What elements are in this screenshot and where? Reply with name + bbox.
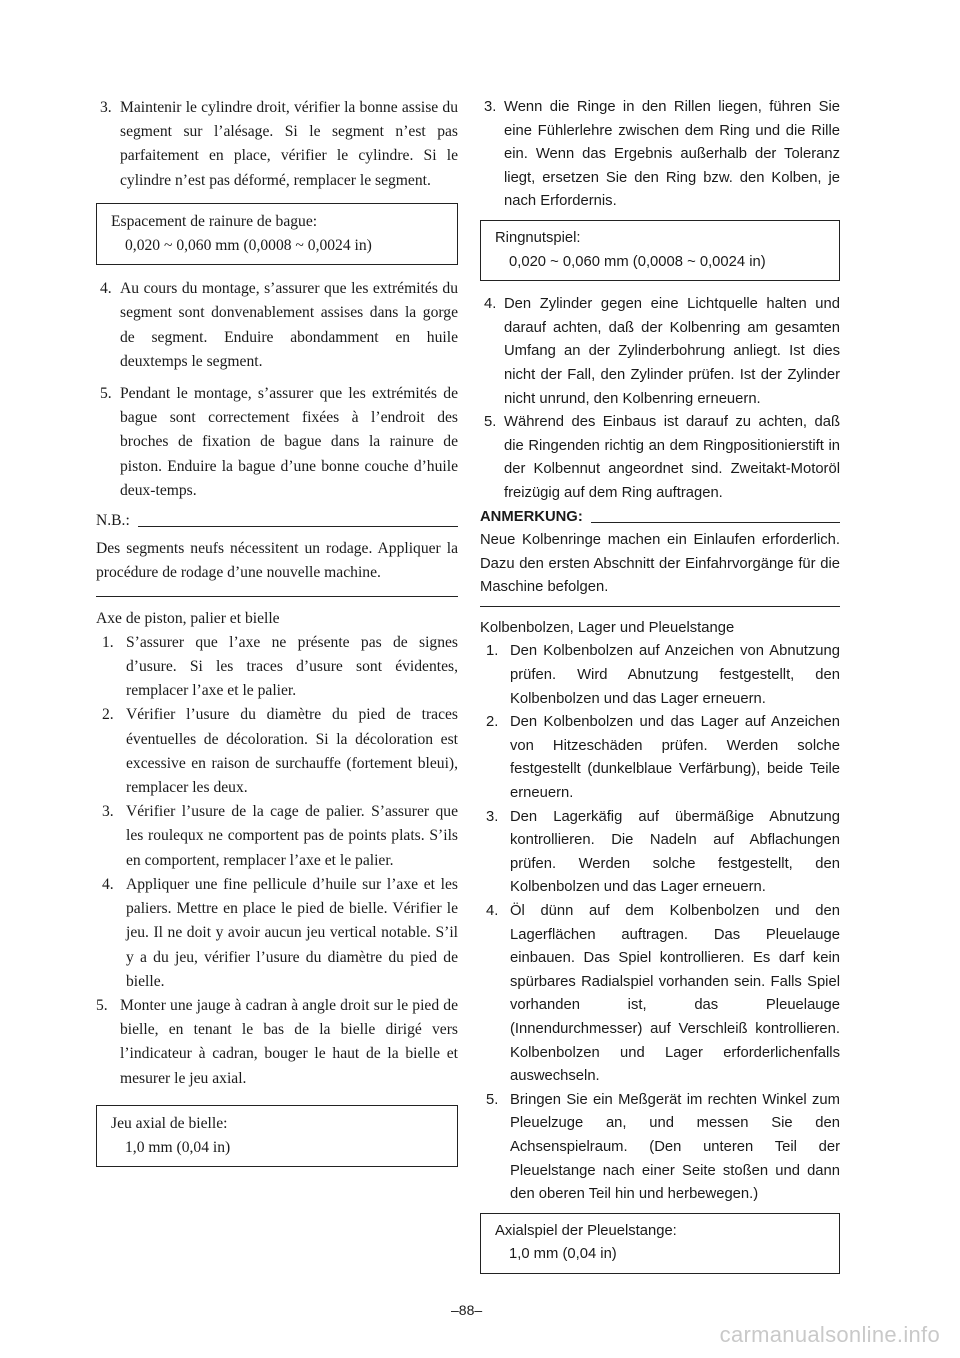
de-list-item-number: 2. xyxy=(486,714,499,731)
de-spec-axial-play-value: 1,0 mm (0,04 in) xyxy=(509,1246,617,1263)
de-list-item-text: Den Kolbenbolzen und das Lager auf Anzeichen von Hitzeschäden prüfen. Werden solche festgestellt (dunkelblaue Verfärbung), beide Teile erneuern. xyxy=(510,714,840,802)
fr-step-4-number: 4. xyxy=(100,280,112,298)
fr-spec-ring-groove xyxy=(96,203,458,265)
de-list-item-text: Den Lagerkäfig auf übermäßige Abnutzung kontrollieren. Die Nadeln auf Abflachungen prüfen. Werden solche festgestellt, den Kolbenbolzen und das Lager erneuern. xyxy=(510,808,840,896)
fr-list-item xyxy=(96,800,458,873)
fr-list-item-text: S’assurer que l’axe ne présente pas de signes d’usure. Si les traces d’usure sont évidentes, remplacer l’axe et le palier. xyxy=(126,633,458,700)
de-list-item xyxy=(480,711,840,805)
de-spec-ring-groove xyxy=(480,220,840,281)
de-section-title: Kolbenbolzen, Lager und Pleuelstange xyxy=(480,619,735,636)
fr-piston-pin-list xyxy=(96,631,458,1091)
fr-spec-ring-groove-value: 0,020 ~ 0,060 mm (0,0008 ~ 0,0024 in) xyxy=(125,237,372,255)
fr-list-item xyxy=(96,873,458,994)
de-spec-axial-play-label: Axialspiel der Pleuelstange: xyxy=(495,1222,677,1239)
de-note-text: Neue Kolbenringe machen ein Einlaufen erforderlich. Dazu den ersten Abschnitt der Einfahrvorgänge für die Maschine befolgen. xyxy=(480,532,840,596)
de-list-item-text: Den Kolbenbolzen auf Anzeichen von Abnutzung prüfen. Wird Abnutzung festgestellt, den Kolbenbolzen und das Lager erneuern. xyxy=(510,643,840,707)
de-spec-ring-groove-value: 0,020 ~ 0,060 mm (0,0008 ~ 0,0024 in) xyxy=(509,253,766,270)
fr-spec-axial-play xyxy=(96,1105,458,1167)
french-column xyxy=(96,96,458,1179)
de-step-4-number: 4. xyxy=(484,296,497,313)
de-list-item-number: 4. xyxy=(486,903,499,919)
watermark-link[interactable]: carmanualsonline.info xyxy=(719,1322,940,1347)
fr-list-item-text: Appliquer une fine pellicule d’huile sur l’axe et les paliers. Mettre en place le pied de bielle. Vérifier le jeu. Il ne doit y avoir aucun jeu vertical notable. S’il y a du jeu, vérifier l’usure du diamètre du pied de bielle. xyxy=(126,875,458,990)
fr-spec-ring-groove-label: Espacement de rainure de bague: xyxy=(111,212,318,230)
fr-section-title: Axe de piston, palier et bielle xyxy=(96,609,280,627)
fr-list-item-number: 3. xyxy=(102,803,114,821)
de-note-end-rule xyxy=(480,606,840,607)
fr-note-rule xyxy=(138,526,458,527)
fr-step-5-text: Pendant le montage, s’assurer que les extrémités de bague sont correctement fixées à l’endroit des broches de fixation de bague dans la rainure de piston. Enduire la bague d’une bonne couche d’huile deux-temps. xyxy=(120,385,458,499)
de-list-item-number: 3. xyxy=(486,808,499,825)
fr-step-5 xyxy=(96,382,458,503)
de-list-item-text: Bringen Sie ein Meßgerät im rechten Winkel zum Pleuelzuge an, und messen Sie den Achsenspielraum. (Den unteren Teil der Pleuelstange nach einer Seite stoßen und dann den oberen Teil hin und herbewegen.) xyxy=(510,1091,840,1203)
fr-list-item-text: Vérifier l’usure du diamètre du pied de traces éventuelles de décoloration. Si la décoloration est excessive en raison de surchauffe (fortement bleui), remplacer les deux. xyxy=(126,706,458,797)
de-step-5-text: Während des Einbaus ist darauf zu achten, daß die Ringenden richtig an dem Ringpositionierstift in der Kolbennut angeordnet sind. Zweitakt-Motoröl freizügig auf dem Ring auftragen. xyxy=(504,414,840,501)
fr-list-item-text: Monter une jauge à cadran à angle droit sur le pied de bielle, en tenant le bas de la bielle dirigé vers l’indicateur à cadran, bouger le haut de la bielle et mesurer le jeu axial. xyxy=(120,996,458,1087)
fr-list-item xyxy=(96,994,458,1091)
fr-step-4 xyxy=(96,277,458,374)
fr-note-end-rule xyxy=(96,596,458,597)
de-list-item xyxy=(480,1089,840,1207)
page-number: –88– xyxy=(451,1302,483,1318)
de-list-item xyxy=(480,640,840,711)
de-note-heading xyxy=(480,506,840,530)
de-step-5-number: 5. xyxy=(484,414,497,431)
german-column xyxy=(480,96,840,1286)
fr-list-item-number: 5. xyxy=(96,996,108,1014)
de-step-4-text: Den Zylinder gegen eine Lichtquelle halten und darauf achten, daß der Kolbenring am gesamten Umfang an der Zylinderbohrung anliegt. Ist dies nicht der Fall, den Zylinder prüfen. Ist der Zylinder nicht unrund, den Kolbenring erneuern. xyxy=(504,296,840,407)
de-list-item xyxy=(480,806,840,900)
fr-list-item-text: Vérifier l’usure de la cage de palier. S’assurer que les roulequx ne comportent pas de points plats. S’ils en comportent, remplacer l’axe et le palier. xyxy=(126,803,458,869)
de-note-rule xyxy=(591,522,840,523)
fr-spec-axial-play-label: Jeu axial de bielle: xyxy=(111,1114,228,1132)
fr-list-item xyxy=(96,631,458,704)
de-piston-pin-list xyxy=(480,640,840,1206)
de-step-3 xyxy=(480,96,840,214)
fr-note-text: Des segments neufs nécessitent un rodage. Appliquer la procédure de rodage d’une nouvelle machine. xyxy=(96,540,458,582)
de-list-item-number: 1. xyxy=(486,643,499,660)
de-step-5 xyxy=(480,411,840,505)
de-step-3-number: 3. xyxy=(484,99,497,115)
de-list-item-text: Öl dünn auf dem Kolbenbolzen und den Lagerflächen auftragen. Das Pleuelauge einbauen. Das Spiel kontrollieren. Es darf kein spürbares Radialspiel vorhanden sein. Falls Spiel vorhanden ist, das Pleuelauge (Innendurchmesser) auf Verschleiß kontrollieren. Kolbenbolzen und Lager erforderlichenfalls auswechseln. xyxy=(510,903,840,1085)
fr-step-3 xyxy=(96,96,458,193)
fr-list-item-number: 2. xyxy=(102,706,114,724)
fr-step-5-number: 5. xyxy=(100,385,112,403)
fr-list-item xyxy=(96,703,458,800)
de-note-label: ANMERKUNG: xyxy=(480,508,583,525)
fr-note-heading xyxy=(96,509,458,533)
fr-spec-axial-play-value: 1,0 mm (0,04 in) xyxy=(125,1138,231,1156)
fr-step-3-number: 3. xyxy=(100,99,112,116)
fr-list-item-number: 1. xyxy=(102,633,114,651)
fr-step-4-text: Au cours du montage, s’assurer que les extrémités du segment sont donvenablement assises dans la gorge de segment. Enduire abondamment en huile deuxtemps le segment. xyxy=(120,280,458,370)
de-spec-ring-groove-label: Ringnutspiel: xyxy=(495,229,581,246)
de-step-3-text: Wenn die Ringe in den Rillen liegen, führen Sie eine Fühlerlehre zwischen dem Ring und die Rille ein. Wenn das Ergebnis außerhalb der Toleranz liegt, ersetzen Sie den Ring bzw. den Kolben, je nach Erfordernis. xyxy=(504,99,840,210)
fr-step-3-text: Maintenir le cylindre droit, vérifier la bonne assise du segment sur l’alésage. Si le segment n’est pas parfaitement en place, vérifier le cylindre. Si le cylindre n’est pas déformé, remplacer le segment. xyxy=(120,99,458,189)
fr-note-label: N.B.: xyxy=(96,512,130,530)
de-list-item xyxy=(480,900,840,1089)
de-spec-axial-play xyxy=(480,1213,840,1274)
fr-list-item-number: 4. xyxy=(102,875,114,893)
de-list-item-number: 5. xyxy=(486,1091,499,1108)
de-step-4 xyxy=(480,293,840,411)
